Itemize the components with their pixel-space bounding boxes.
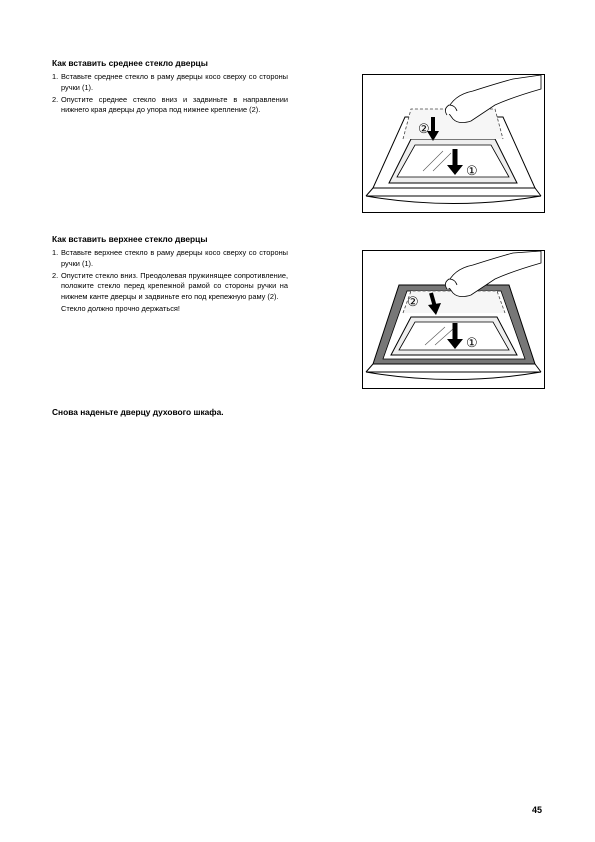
callout-2-label: ② (407, 294, 419, 309)
middle-glass-illustration (362, 74, 545, 213)
instruction-step (52, 248, 288, 269)
instruction-list (52, 248, 288, 302)
instruction-step (52, 95, 288, 116)
callout-1-label: ① (466, 163, 478, 178)
step-number: 2. (52, 94, 59, 104)
section-heading: Как вставить среднее стекло дверцы (52, 58, 208, 68)
upper-glass-illustration (362, 250, 545, 389)
step-number: 2. (52, 270, 59, 280)
final-instruction: Снова наденьте дверцу духового шкафа. (52, 407, 224, 417)
section-upper-glass (52, 234, 288, 314)
step-text: Опустите среднее стекло вниз и задвиньте в направлении нижнего края дверцы до упора под нижнее крепление (2). (61, 94, 288, 114)
step-number: 1. (52, 248, 59, 257)
instruction-step (52, 72, 288, 93)
step-number: 1. (52, 72, 59, 81)
step-text: Вставьте среднее стекло в раму дверцы косо сверху со стороны ручки (1). (61, 72, 288, 92)
step-text: Вставьте верхнее стекло в раму дверцы косо сверху со стороны ручки (1). (61, 248, 288, 268)
step-text: Опустите стекло вниз. Преодолевая пружинящее сопротивление, положите стекло перед крепежной рамой со стороны ручки на нижнем канте дверцы и задвиньте его под крепежную раму (2). (61, 270, 288, 301)
note-text: Стекло должно прочно держаться! (61, 303, 180, 313)
instruction-step (52, 271, 288, 303)
section-heading: Как вставить верхнее стекло дверцы (52, 234, 208, 244)
page-number: 45 (532, 805, 543, 815)
callout-1-label: ① (466, 335, 478, 350)
section-middle-glass (52, 58, 288, 117)
instruction-list (52, 72, 288, 116)
callout-2-label: ② (418, 121, 430, 136)
